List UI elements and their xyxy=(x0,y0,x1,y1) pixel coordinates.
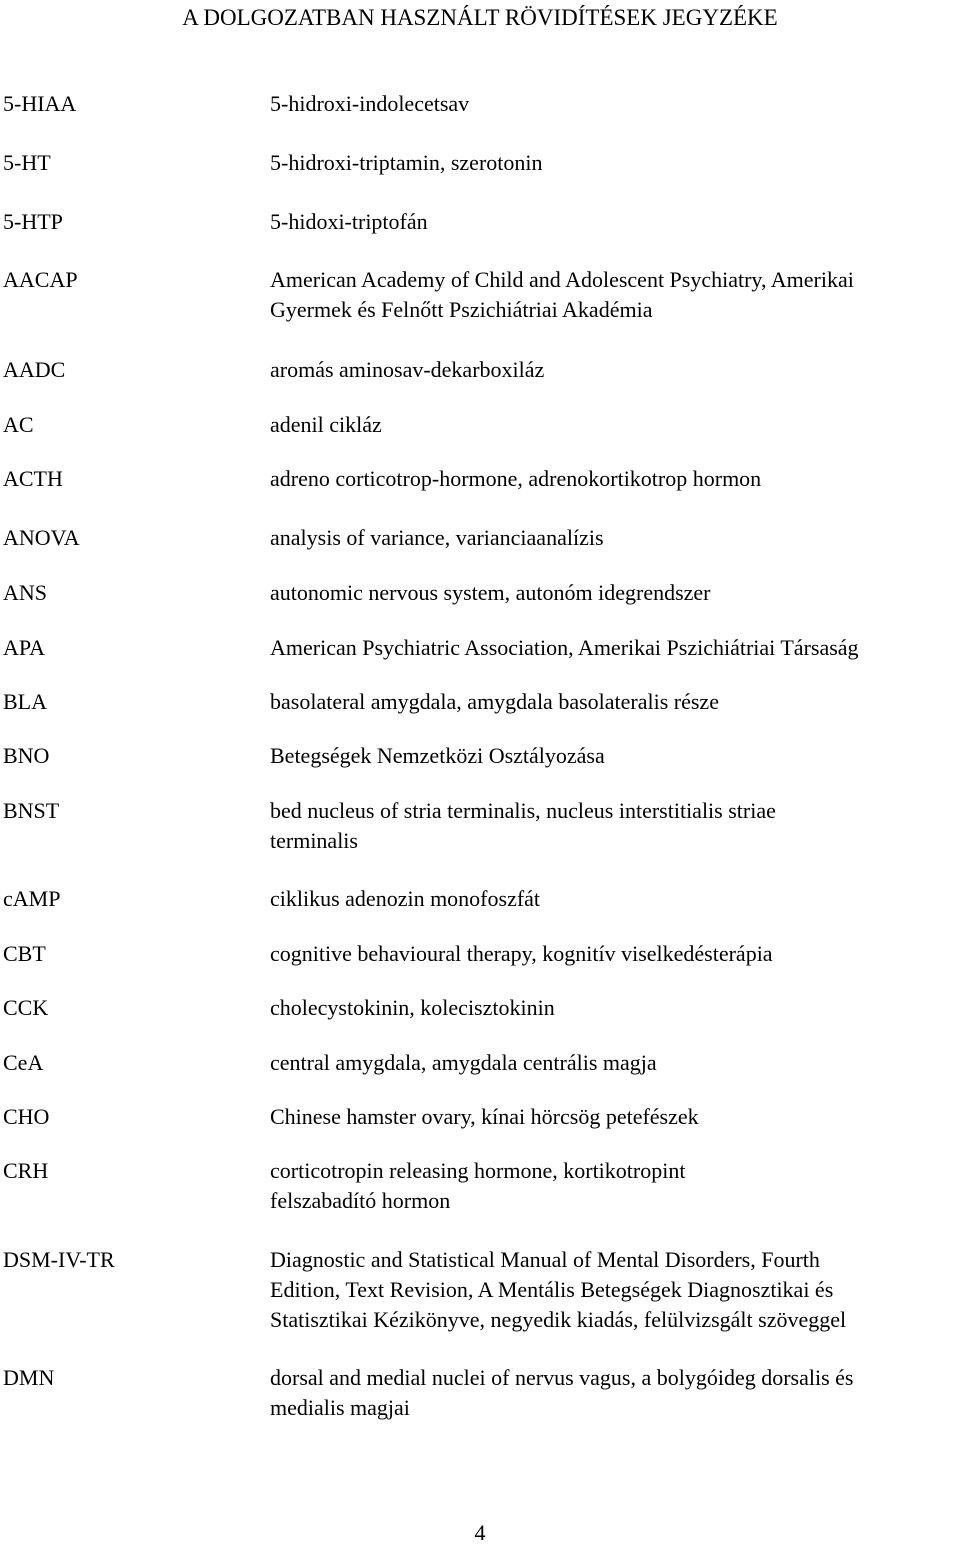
abbreviation-term: BLA xyxy=(3,689,47,714)
abbreviation-term: BNST xyxy=(3,798,60,823)
abbreviation-definition: autonomic nervous system, autonóm idegrendszer xyxy=(270,580,711,605)
abbreviation-term: APA xyxy=(3,635,45,660)
abbreviation-definition: corticotropin releasing hormone, kortikotropint felszabadító hormon xyxy=(270,1158,686,1213)
abbreviation-term: AADC xyxy=(3,357,66,382)
abbreviation-definition: 5-hidroxi-triptamin, szerotonin xyxy=(270,150,543,175)
abbreviation-definition: cognitive behavioural therapy, kognitív viselkedésterápia xyxy=(270,941,773,966)
abbreviation-definition: ciklikus adenozin monofoszfát xyxy=(270,886,541,911)
page-number: 4 xyxy=(474,1520,486,1545)
page-title: A DOLGOZATBAN HASZNÁLT RÖVIDÍTÉSEK JEGYZÉKE xyxy=(182,5,778,30)
abbreviation-term: BNO xyxy=(3,743,50,768)
abbreviation-term: CRH xyxy=(3,1158,49,1183)
abbreviation-definition: Chinese hamster ovary, kínai hörcsög petefészek xyxy=(270,1104,699,1129)
abbreviation-definition: 5-hidroxi-indolecetsav xyxy=(270,91,470,116)
abbreviation-term: 5-HTP xyxy=(3,209,63,234)
abbreviation-definition: cholecystokinin, kolecisztokinin xyxy=(270,995,555,1020)
abbreviation-definition: aromás aminosav-dekarboxiláz xyxy=(270,357,545,382)
abbreviation-definition: 5-hidoxi-triptofán xyxy=(270,209,428,234)
abbreviation-term: DMN xyxy=(3,1365,55,1390)
abbreviation-term: ANS xyxy=(3,580,48,605)
abbreviation-term: CHO xyxy=(3,1104,50,1129)
abbreviation-definition: central amygdala, amygdala centrális magja xyxy=(270,1050,657,1075)
abbreviation-term: DSM-IV-TR xyxy=(3,1247,115,1272)
abbreviation-term: CBT xyxy=(3,941,46,966)
abbreviation-term: 5-HT xyxy=(3,150,51,175)
abbreviation-definition: Diagnostic and Statistical Manual of Mental Disorders, Fourth Edition, Text Revision, A Mentális Betegségek Diagnosztikai és Statisztikai Kézikönyve, negyedik kiadás, felülvizsgált szöveggel xyxy=(270,1247,847,1332)
abbreviation-term: CeA xyxy=(3,1050,44,1075)
abbreviation-term: cAMP xyxy=(3,886,61,911)
abbreviation-term: 5-HIAA xyxy=(3,91,77,116)
abbreviation-definition: analysis of variance, varianciaanalízis xyxy=(270,525,604,550)
abbreviation-definition: dorsal and medial nuclei of nervus vagus, a bolygóideg dorsalis és medialis magjai xyxy=(270,1365,854,1420)
abbreviation-definition: bed nucleus of stria terminalis, nucleus interstitialis striae terminalis xyxy=(270,798,776,853)
abbreviation-definition: adreno corticotrop-hormone, adrenokortikotrop hormon xyxy=(270,466,762,491)
abbreviation-definition: American Psychiatric Association, Amerikai Pszichiátriai Társaság xyxy=(270,635,859,660)
abbreviation-definition: adenil cikláz xyxy=(270,412,382,437)
abbreviation-definition: basolateral amygdala, amygdala basolateralis része xyxy=(270,689,719,714)
abbreviation-definition: American Academy of Child and Adolescent Psychiatry, Amerikai Gyermek és Felnőtt Pszichiátriai Akadémia xyxy=(270,267,854,322)
abbreviation-definition: Betegségek Nemzetközi Osztályozása xyxy=(270,743,605,768)
abbreviation-term: AC xyxy=(3,412,34,437)
abbreviation-term: ACTH xyxy=(3,466,63,491)
abbreviation-term: CCK xyxy=(3,995,49,1020)
abbreviation-term: AACAP xyxy=(3,267,78,292)
abbreviation-term: ANOVA xyxy=(3,525,80,550)
